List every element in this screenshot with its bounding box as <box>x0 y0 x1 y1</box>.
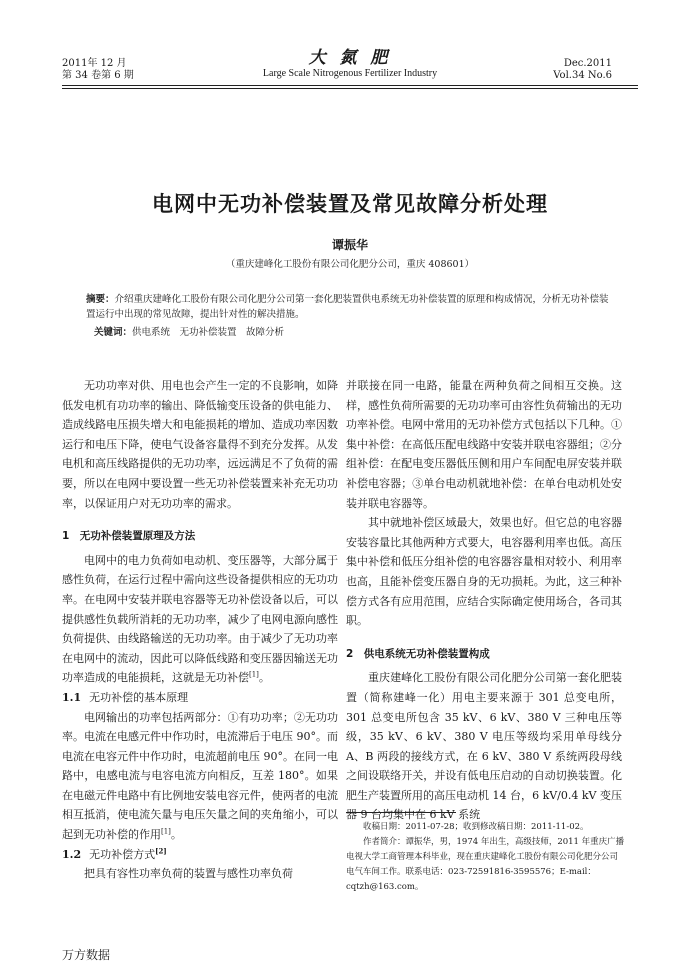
section-1-text: 电网中的电力负荷如电动机、变压器等，大部分属于感性负荷，在运行过程中需向这些设备提供相应的无功功率。在电网中安装并联电容器等无功补偿设备以后，可以提供感性负载所消耗的无功功率，减少了电网电源向感性负荷提供、由线路输送的无功功率。由于减少了无功功率在电网中的流动，因此可以降低线路和变压器因输送无功功率造成的电能损耗，这就是无功补偿 <box>62 553 338 685</box>
abstract-text: 介绍重庆建峰化工股份有限公司化肥分公司第一套化肥装置供电系统无功补偿装置的原理和构成情况，分析无功补偿装置运行中出现的常见故障，提出针对性的解决措施。 <box>86 294 609 320</box>
subsection-1-1-title: 无功补偿的基本原理 <box>89 690 189 704</box>
subsection-1-1-paragraph <box>62 708 338 845</box>
section-1-paragraph <box>62 551 338 688</box>
subsection-1-1-number: 1.1 <box>62 690 82 704</box>
received-dates: 收稿日期：2011-07-28；收到修改稿日期：2011-11-02。 <box>363 822 589 832</box>
abstract <box>86 292 614 322</box>
section-1-heading: 1 无功补偿装置原理及方法 <box>62 530 196 543</box>
section-2-heading: 2 供电系统无功补偿装置构成 <box>346 647 490 660</box>
footnote <box>346 820 626 895</box>
intro-paragraph: 无功功率对供、用电也会产生一定的不良影响，如降低发电机有功功率的输出、降低输变压设备的供电能力、造成线路电压损失增大和电能损耗的增加、造成功率因数运行和电压下降，使电气设备容量得不到充分发挥。从发电机和高压线路提供的无功功率，远远满足不了负荷的需要，所以在电网中要设置一些无功补偿装置来补充无功功率，以保证用户对无功功率的需求。 <box>62 379 338 510</box>
continued-paragraph: 并联接在同一电路，能量在两种负荷之间相互交换。这样，感性负荷所需要的无功功率可由容性负荷输出的无功功率补偿。电网中常用的无功补偿方式包括以下几种。①集中补偿：在高低压配电线路中安装并联电容器组；②分组补偿：在配电变压器低压侧和用户车间配电屏安装并联补偿电容器；③单台电动机就地补偿：在单台电动机处安装并联电容器等。 <box>346 379 622 510</box>
citation-ref: [1] <box>161 827 171 836</box>
header-rule <box>62 85 638 86</box>
author-name: 谭振华 <box>331 238 368 252</box>
header-date: 2011年 12 月 <box>62 58 127 69</box>
subsection-1-1-text: 电网输出的功率包括两部分：①有功功率；②无功功率。电流在电感元件中作功时，电流滞后于电压 90°。而电流在电容元件中作功时，电流超前电压 90°。在同一电路中，电感电流与电容电流方向相反，互差 180°。如果在电磁元件电路中有比例地安装电容元件，使两者的电流相互抵消，使电流矢量与电压矢量之间的夹角缩小，可以起到无功补偿的作用 <box>62 710 338 842</box>
citation-ref: [1] <box>249 670 259 679</box>
watermark-text: 万方数据 <box>62 948 111 962</box>
subsection-1-1-heading <box>62 688 338 708</box>
keywords-label: 关键词： <box>94 327 133 338</box>
author-affiliation: （重庆建峰化工股份有限公司化肥分公司，重庆 408601） <box>225 259 475 270</box>
citation-ref: [2] <box>155 846 167 855</box>
author-bio: 作者简介：谭振华，男，1974 年出生，高级技师，2011 年重庆广播电视大学工商管理本科毕业，现在重庆建峰化工股份有限公司化肥分公司电气车间工作。联系电话：023-72591816-3595576；E-mail：cqtzh@163.com。 <box>346 837 625 892</box>
subsection-1-2-heading <box>62 845 338 865</box>
header-date-en: Dec.2011 <box>563 58 612 69</box>
article-title: 电网中无功补偿装置及常见故障分析处理 <box>152 192 548 216</box>
left-column <box>62 376 338 884</box>
keywords <box>94 326 614 340</box>
journal-logo: 大 氮 肥 <box>308 48 392 68</box>
keywords-text: 供电系统 无功补偿装置 故障分析 <box>132 327 285 338</box>
subsection-1-2-title: 无功补偿方式 <box>89 847 156 861</box>
abstract-label: 摘要： <box>86 294 115 305</box>
header-rule-2 <box>62 88 638 89</box>
journal-english-name: Large Scale Nitrogenous Fertilizer Industry <box>262 68 438 79</box>
footnote-rule <box>346 812 456 813</box>
header-volume-en: Vol.34 No.6 <box>553 70 612 81</box>
section-2-paragraph: 重庆建峰化工股份有限公司化肥分公司第一套化肥装置（简称建峰一化）用电主要来源于 301 总变电所，301 总变电所包含 35 kV、6 kV、380 V 三种电压等级，35 kV、6 kV、380 V 电压等级均采用单母线分 A、B 两段的接线方式，在 6 kV、380 V 系统两段母线之间设联络开关，并设有低电压启动的自动切换装置。化肥生产装置所用的高压电动机 14 台，6 kV/0.4 kV 变压器 9 台均集中在 6 kV 系统 <box>346 671 622 822</box>
compensation-comparison-paragraph: 其中就地补偿区域最大，效果也好。但它总的电容器安装容量比其他两种方式要大，电容器利用率也低。高压集中补偿和低压分组补偿的电容器容量相对较小、利用率也高，且能补偿变压器自身的无功损耗。为此，这三种补偿方式各有应用范围，应结合实际确定使用场合，各司其职。 <box>346 516 622 628</box>
section-1-end: 。 <box>258 671 270 685</box>
subsection-1-2-number: 1.2 <box>62 847 82 861</box>
subsection-1-2-paragraph: 把具有容性功率负荷的装置与感性功率负荷 <box>84 867 293 881</box>
subsection-1-1-end: 。 <box>170 828 182 842</box>
header-volume: 第 34 卷第 6 期 <box>62 70 134 81</box>
header-right <box>553 58 612 82</box>
right-column <box>346 376 622 825</box>
